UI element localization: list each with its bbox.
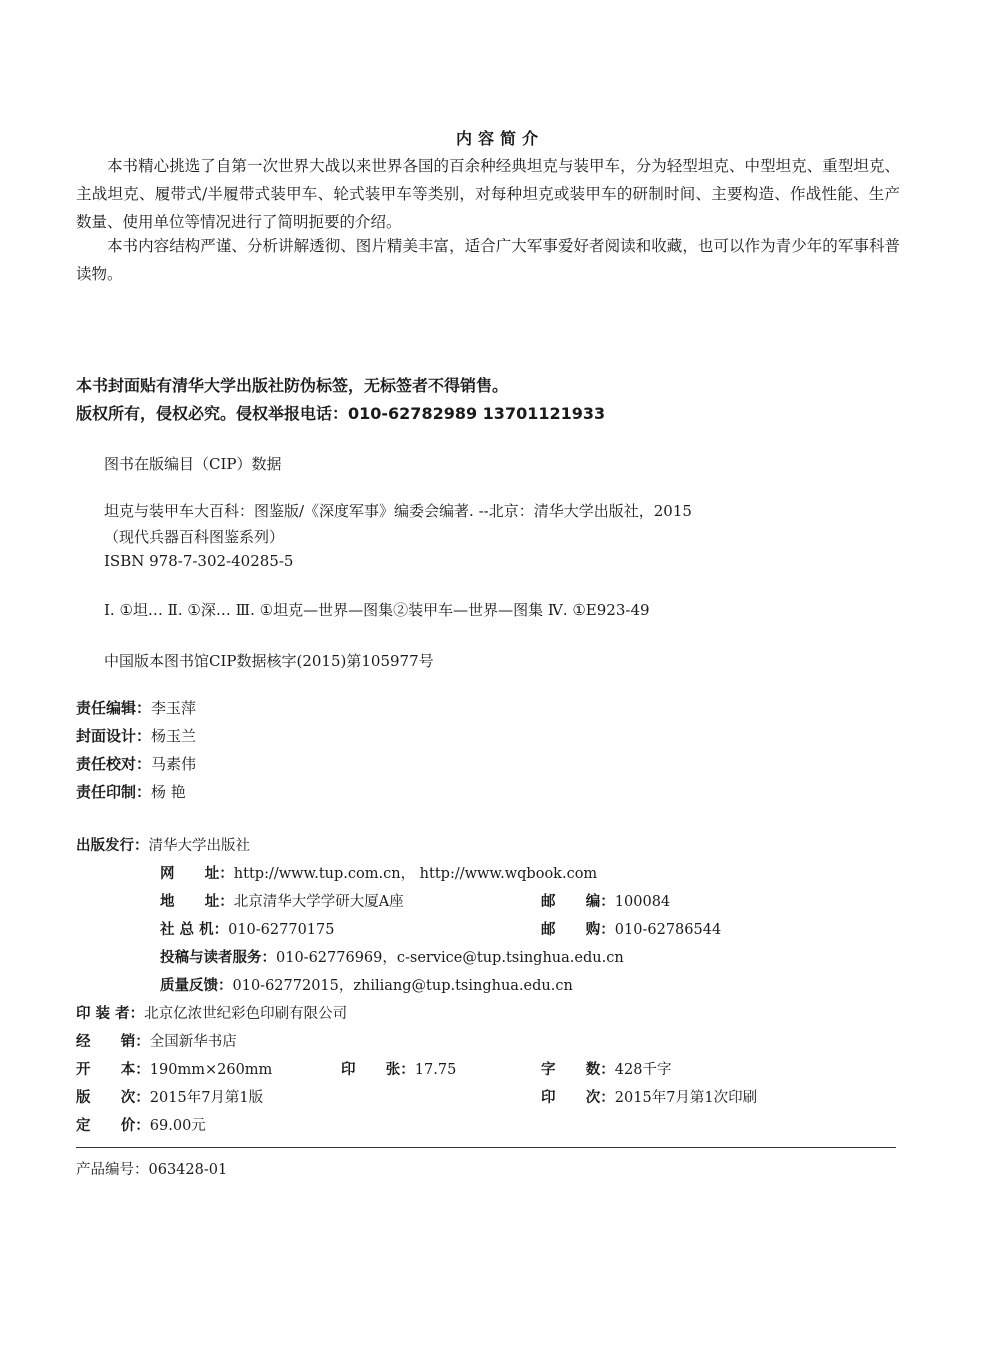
- cip-record-number: 中国版本图书馆CIP数据核字(2015)第105977号: [104, 652, 434, 670]
- pub-value: 010-62770175: [228, 922, 335, 938]
- pub-label: 印 张：: [341, 1062, 415, 1078]
- pub-value: 全国新华书店: [149, 1034, 237, 1050]
- pub-label: 开 本：: [76, 1062, 150, 1078]
- intro-paragraph-2: 本书内容结构严谨、分析讲解透彻、图片精美丰富，适合广大军事爱好者阅读和收藏，也可以作为青少年的军事科普读物。: [76, 237, 900, 283]
- word-count-row: [541, 1058, 671, 1079]
- pub-label: 投稿与读者服务：: [160, 950, 276, 966]
- printing-row: [541, 1086, 757, 1107]
- divider-line: [76, 1147, 896, 1148]
- pub-value: 2015年7月第1次印刷: [614, 1090, 758, 1106]
- credit-label: 封面设计：: [76, 727, 152, 745]
- intro-title: 内容简介: [455, 129, 544, 148]
- credit-label: 责任印制：: [76, 783, 152, 801]
- price-row: [76, 1114, 206, 1135]
- pub-label: 版 次：: [76, 1090, 150, 1106]
- postcode-row: [541, 890, 670, 911]
- credit-value: 杨 艳: [151, 783, 186, 801]
- pub-value: 北京清华大学学研大厦A座: [233, 894, 404, 910]
- address-row: [160, 890, 404, 911]
- credit-label: 责任校对：: [76, 755, 152, 773]
- product-code: 产品编号：063428-01: [76, 1162, 228, 1178]
- pub-label: 邮 编：: [541, 894, 615, 910]
- credit-print-manager: [76, 781, 186, 802]
- pub-value: 010-62786544: [614, 922, 722, 938]
- website-row: [160, 862, 597, 883]
- pub-label: 质量反馈：: [160, 978, 233, 994]
- website-links[interactable]: http://www.tup.com.cn， http://www.wqbook.com: [233, 866, 598, 882]
- edition-row: [76, 1086, 263, 1107]
- pub-label: 出版发行：: [76, 838, 149, 854]
- cip-classification-line: Ⅰ. ①坦… Ⅱ. ①深… Ⅲ. ①坦克—世界—图集②装甲车—世界—图集 Ⅳ. ①E923-49: [104, 601, 650, 619]
- print-sheets-row: [341, 1058, 456, 1079]
- credit-proofreader: [76, 753, 196, 774]
- pub-label: 印 次：: [541, 1090, 615, 1106]
- pub-label: 邮 购：: [541, 922, 615, 938]
- pub-label: 地 址：: [160, 894, 234, 910]
- reader-service-row: [160, 946, 624, 967]
- pub-value: 北京亿浓世纪彩色印刷有限公司: [144, 1006, 348, 1022]
- credit-cover-design: [76, 725, 196, 746]
- pub-label: 社 总 机：: [160, 922, 229, 938]
- printer-row: [76, 1002, 347, 1023]
- switchboard-row: [160, 918, 335, 939]
- intro-paragraph-1: 本书精心挑选了自第一次世界大战以来世界各国的百余种经典坦克与装甲车，分为轻型坦克、中型坦克、重型坦克、主战坦克、履带式/半履带式装甲车、轮式装甲车等类别，对每种坦克或装甲车的研制时间、主要构造、作战性能、生产数量、使用单位等情况进行了简明扼要的介绍。: [76, 157, 900, 231]
- cip-series-line: （现代兵器百科图鉴系列）: [104, 528, 285, 546]
- pub-label: 网 址：: [160, 866, 234, 882]
- credit-value: 李玉萍: [151, 699, 197, 717]
- pub-value: 190mm×260mm: [149, 1062, 273, 1078]
- pub-value: 清华大学出版社: [148, 838, 250, 854]
- pub-label: 经 销：: [76, 1034, 150, 1050]
- pub-label: 定 价：: [76, 1118, 150, 1134]
- format-row: [76, 1058, 272, 1079]
- cip-heading: 图书在版编目（CIP）数据: [104, 455, 282, 473]
- copyright-notice: 版权所有，侵权必究。侵权举报电话：010-62782989 13701121933: [76, 404, 606, 423]
- reader-service-contact[interactable]: 010-62776969，c-service@tup.tsinghua.edu.cn: [276, 950, 624, 966]
- pub-value: 69.00元: [149, 1118, 206, 1134]
- distributor-row: [76, 1030, 237, 1051]
- credit-label: 责任编辑：: [76, 699, 152, 717]
- pub-value: 2015年7月第1版: [149, 1090, 264, 1106]
- mail-order-row: [541, 918, 721, 939]
- pub-label: 印 装 者：: [76, 1006, 145, 1022]
- pub-label: 字 数：: [541, 1062, 615, 1078]
- credit-value: 杨玉兰: [151, 727, 197, 745]
- pub-value: 428千字: [614, 1062, 672, 1078]
- quality-feedback-row: [160, 974, 573, 995]
- quality-feedback-contact[interactable]: 010-62772015，zhiliang@tup.tsinghua.edu.cn: [232, 978, 573, 994]
- anti-counterfeit-notice: 本书封面贴有清华大学出版社防伪标签，无标签者不得销售。: [76, 376, 509, 395]
- cip-isbn-line: ISBN 978-7-302-40285-5: [104, 552, 294, 570]
- cip-title-line: 坦克与装甲车大百科：图鉴版/《深度军事》编委会编著. --北京：清华大学出版社，2015: [104, 502, 692, 520]
- credit-value: 马素伟: [151, 755, 197, 773]
- pub-value: 17.75: [414, 1062, 457, 1078]
- pub-value: 100084: [614, 894, 671, 910]
- credit-editor: [76, 697, 196, 718]
- publisher-row: [76, 834, 250, 855]
